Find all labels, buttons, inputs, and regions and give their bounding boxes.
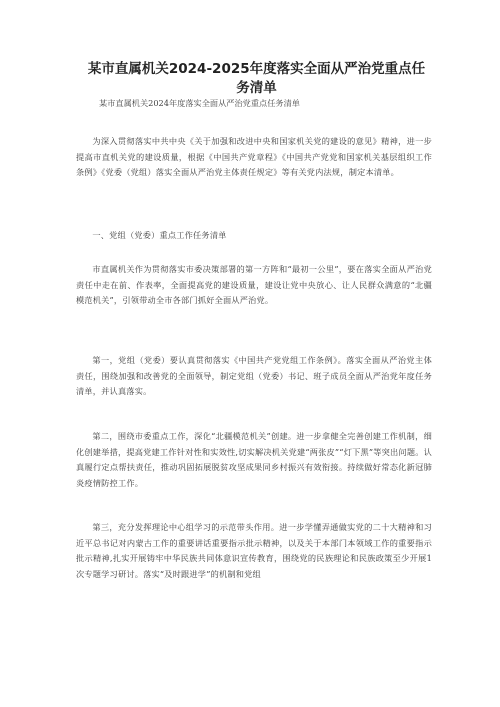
section-1-heading: 一、党组（党委）重点工作任务清单 [92, 230, 227, 240]
document-title: 某市直属机关2024-2025年度落实全面从严治党重点任务清单 [87, 61, 426, 96]
intro-paragraph: 为深入贯彻落实中共中央《关于加强和改进中央和国家机关党的建设的意见》精神，进一步提高市直机关党的建设质量，根据《中国共产党章程》《中国共产党党和国家机关基层组织工作条例》《党委（党组）落实全面从严治党主体责任规定》等有关党内法规，制定本清单。 [76, 136, 432, 177]
document-subtitle: 某市直属机关2024年度落实全面从严治党重点任务清单 [99, 98, 300, 108]
item-2-paragraph: 第二，围绕市委重点工作，深化“北疆模范机关”创建。进一步拿健全完善创建工作机制，细化创建举措，提高党建工作针对性和实效性,切实解决机关党建“两张皮”“灯下黑”等突出问题。认真履行定点帮扶责任，推动巩固拓展脱贫攻坚成果同乡村振兴有效衔接。持续做好常态化新冠肺炎疫情防控工作。 [76, 431, 432, 488]
section-1-intro-paragraph: 市直属机关作为贯彻落实市委决策部署的第一方阵和“最初一公里”，要在落实全面从严治党责任中走在前、作表率，全面提高党的建设质量，建设让党中央放心、让人民群众满意的“北疆模范机关”，引领带动全市各部门抓好全面从严治党。 [76, 264, 432, 305]
item-1-paragraph: 第一，党组（党委）要认真贯彻落实《中国共产党党组工作条例》。落实全面从严治党主体责任，围绕加强和改善党的全面领导，制定党组（党委）书记、班子成员全面从严治党年度任务清单，并认真落实。 [76, 355, 432, 396]
item-3-paragraph: 第三，充分发挥理论中心组学习的示范带头作用。进一步学懂弄通做实党的二十大精神和习近平总书记对内蒙古工作的重要讲话重要指示批示精神，以及关于本部门本领域工作的重要指示批示精神,扎实开展铸牢中华民族共同体意识宣传教育，围绕党的民族理论和民族政策至少开展1次专题学习研讨。落实“及时跟进学”的机制和党组 [76, 522, 432, 579]
